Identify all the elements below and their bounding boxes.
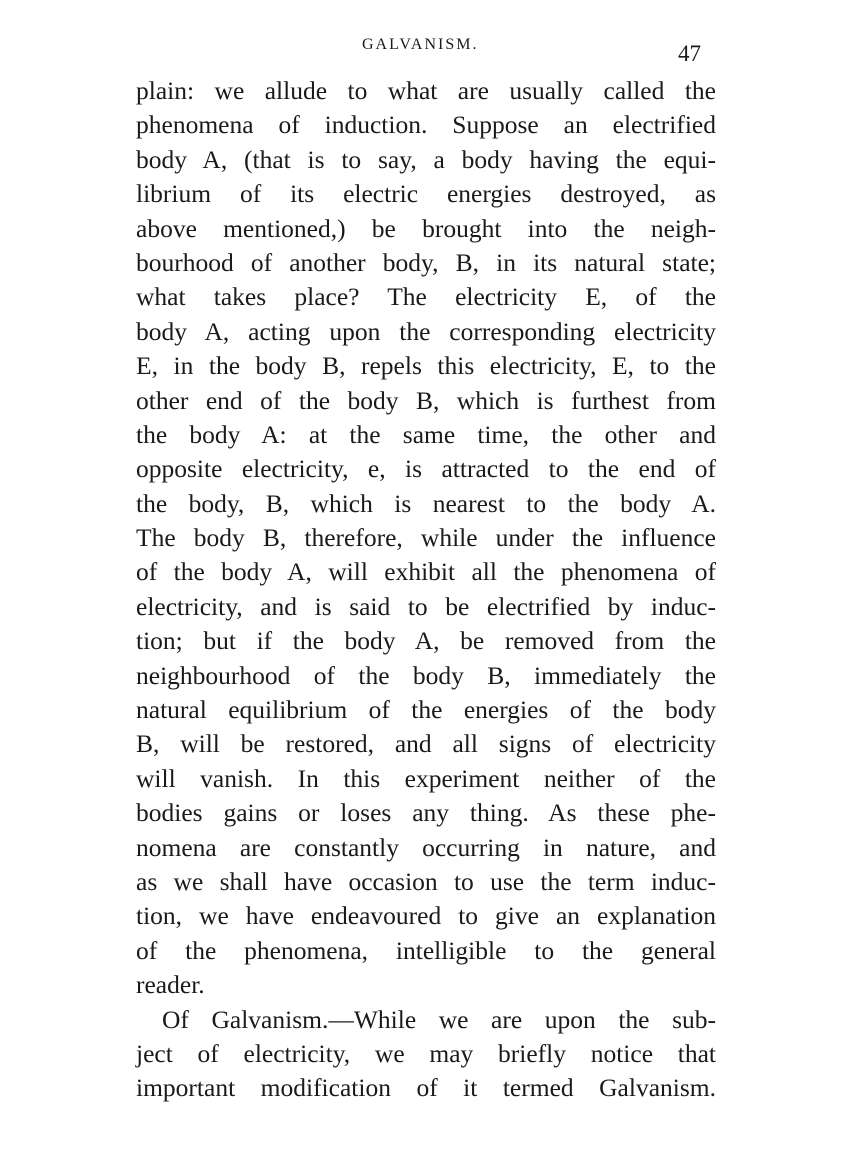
text-line: the body A: at the same time, the other and xyxy=(136,419,716,449)
paragraph-galvanism xyxy=(136,1003,716,1106)
text-line: The body B, therefore, while under the influence xyxy=(136,523,716,553)
text-line: Of Galvanism.—While we are upon the sub- xyxy=(162,1004,716,1034)
text-line: will vanish. In this experiment neither of the xyxy=(136,763,716,793)
text-line: what takes place? The electricity E, of the xyxy=(136,282,716,312)
text-line: the body, B, which is nearest to the body A. xyxy=(136,488,716,518)
text-line: of the body A, will exhibit all the phenomena of xyxy=(136,557,716,587)
paragraph-induction xyxy=(136,74,716,1003)
text-line: opposite electricity, e, is attracted to the end of xyxy=(136,454,716,484)
text-line: phenomena of induction. Suppose an electrified xyxy=(136,110,716,140)
text-line: body A, (that is to say, a body having the equi- xyxy=(136,144,716,174)
text-line: as we shall have occasion to use the term induc- xyxy=(136,866,716,896)
text-line: E, in the body B, repels this electricity, E, to the xyxy=(136,351,716,381)
running-title: GALVANISM. xyxy=(362,36,479,53)
text-line: important modification of it termed Galvanism. xyxy=(136,1073,716,1103)
text-line: tion, we have endeavoured to give an explanation xyxy=(136,901,716,931)
text-line: above mentioned,) be brought into the neigh- xyxy=(136,213,716,243)
text-line: plain: we allude to what are usually called the xyxy=(136,76,716,105)
body-text xyxy=(136,74,716,1106)
page-number: 47 xyxy=(678,41,701,66)
text-line: B, will be restored, and all signs of electricity xyxy=(136,729,716,759)
text-line: reader. xyxy=(136,970,205,1000)
text-line: bourhood of another body, B, in its natural state; xyxy=(136,247,716,277)
text-line: body A, acting upon the corresponding electricity xyxy=(136,316,716,346)
text-line: neighbourhood of the body B, immediately the xyxy=(136,660,716,690)
text-line: electricity, and is said to be electrified by induc- xyxy=(136,591,716,621)
text-line: tion; but if the body A, be removed from the xyxy=(136,626,716,656)
text-line: of the phenomena, intelligible to the general xyxy=(136,935,716,965)
text-line: other end of the body B, which is furthest from xyxy=(136,385,716,415)
text-line: ject of electricity, we may briefly notice that xyxy=(136,1038,716,1068)
text-line: natural equilibrium of the energies of the body xyxy=(136,695,716,725)
text-line: nomena are constantly occurring in nature, and xyxy=(136,832,716,862)
text-line: bodies gains or loses any thing. As these phe- xyxy=(136,798,716,828)
text-line: librium of its electric energies destroyed, as xyxy=(136,179,716,209)
